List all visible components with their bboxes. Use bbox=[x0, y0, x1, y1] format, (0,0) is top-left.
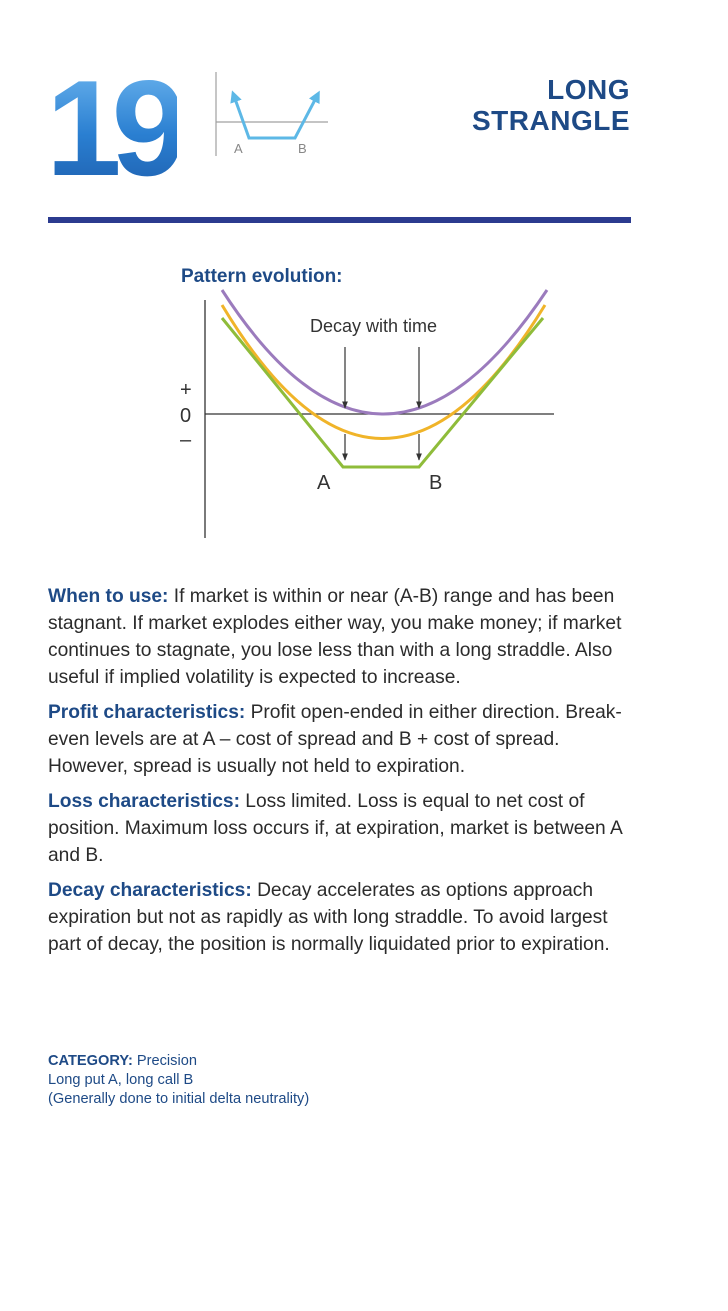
pattern-evolution-diagram bbox=[170, 280, 570, 545]
when-to-use-label: When to use: bbox=[48, 586, 169, 607]
strategy-title bbox=[472, 74, 630, 136]
decay-label: Decay characteristics: bbox=[48, 880, 252, 901]
profit-paragraph bbox=[48, 699, 638, 780]
pattern-evolution-title: Pattern evolution: bbox=[181, 266, 343, 287]
axis-plus: + bbox=[180, 379, 192, 401]
decay-annotation: Decay with time bbox=[310, 316, 438, 336]
loss-label: Loss characteristics: bbox=[48, 791, 240, 812]
category-value: Precision bbox=[132, 1053, 197, 1069]
title-line-1: LONG bbox=[547, 74, 630, 105]
profit-label: Profit characteristics: bbox=[48, 702, 246, 723]
loss-text: Loss limited. Loss is equal to net cost of position. Maximum loss occurs if, at expiration, market is between A and B. bbox=[48, 791, 622, 866]
when-to-use-text: If market is within or near (A-B) range and has been stagnant. If market explodes either way, you make money; if market continues to stagnate, you lose less than with a long straddle. Also useful if implied volatility is expected to increase. bbox=[48, 586, 622, 688]
strike-b-label: B bbox=[429, 472, 443, 494]
strategy-number: 19 bbox=[46, 52, 178, 204]
category-line-3: (Generally done to initial delta neutrality) bbox=[48, 1091, 310, 1107]
decay-text: Decay accelerates as options approach expiration but not as rapidly as with long straddle. To avoid largest part of decay, the position is normally liquidated prior to expiration. bbox=[48, 880, 610, 955]
category-block bbox=[48, 1052, 309, 1109]
when-to-use-paragraph bbox=[48, 583, 638, 691]
curve-purple bbox=[222, 290, 547, 414]
axis-zero: 0 bbox=[180, 405, 192, 427]
category-line-1 bbox=[48, 1052, 309, 1071]
strategy-description bbox=[48, 583, 638, 966]
category-line-2: Long put A, long call B bbox=[48, 1072, 194, 1088]
title-line-2: STRANGLE bbox=[472, 105, 630, 136]
strike-a-label: A bbox=[317, 472, 331, 494]
curve-green-expiration bbox=[222, 318, 543, 467]
icon-label-b: B bbox=[298, 141, 307, 156]
profit-text: Profit open-ended in either direction. Break-even levels are at A – cost of spread and B + cost of spread. However, spread is usually not held to expiration. bbox=[48, 702, 622, 777]
icon-label-a: A bbox=[234, 141, 243, 156]
decay-paragraph bbox=[48, 877, 638, 958]
long-strangle-payoff-icon bbox=[212, 70, 332, 160]
icon-payoff-line bbox=[234, 96, 317, 138]
axis-minus: – bbox=[180, 429, 192, 451]
loss-paragraph bbox=[48, 788, 638, 869]
category-label: CATEGORY: bbox=[48, 1053, 133, 1069]
header-divider bbox=[48, 217, 631, 223]
